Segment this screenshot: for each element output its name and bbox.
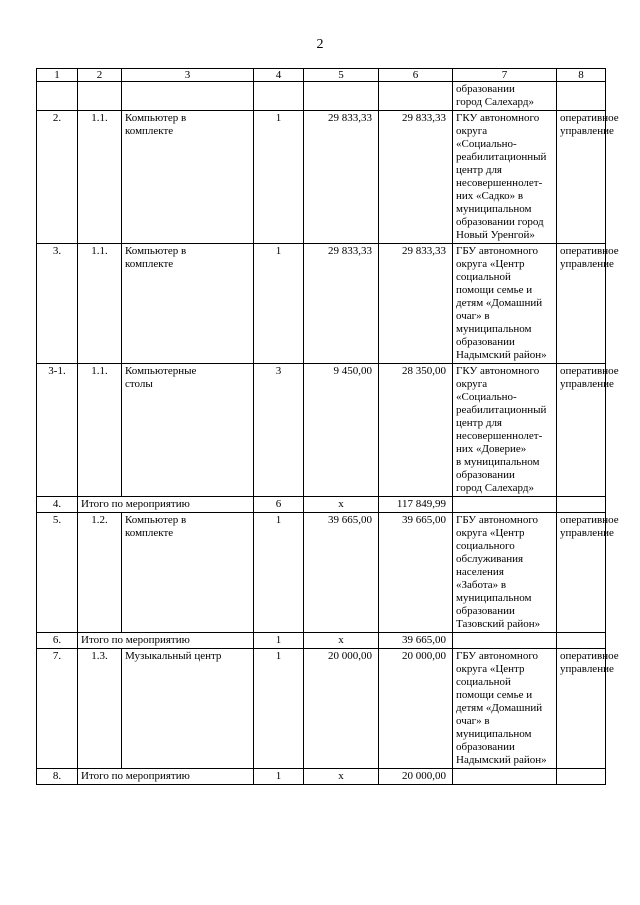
item-name-line: Компьютерные [125,365,197,377]
sum-cell-line: 39 665,00 [402,634,446,646]
right-cell-line: управление [560,378,614,390]
item-name-line: комплекте [125,527,174,539]
holder-cell-line: округа [456,378,488,390]
row-number-line: 5. [52,514,62,526]
holder-cell-line: помощи семье и [456,689,533,701]
holder-cell-line: образовании [456,336,515,348]
table-row [37,111,606,244]
holder-cell-line: муниципальном [456,203,532,215]
right-cell [557,82,606,111]
holder-cell [453,111,557,244]
holder-cell-line: округа «Центр [456,258,525,270]
price-cell [304,364,379,497]
quantity-cell [254,513,304,633]
right-cell [557,111,619,244]
measure-number-line: 1.2. [91,514,108,526]
header-cell: 5 [304,69,379,82]
holder-cell-line: округа «Центр [456,663,525,675]
holder-cell-line: Надымский район» [456,349,547,361]
price-cell-line: 20 000,00 [328,650,372,662]
sum-cell-line: 20 000,00 [402,650,446,662]
measure-number-line: 1.1. [91,245,108,257]
row-number-line: 3-1. [48,365,66,377]
item-name [122,649,254,769]
table-row [37,364,606,497]
holder-cell-line: помощи семье и [456,284,533,296]
measure-number [78,82,122,111]
quantity-cell [254,111,304,244]
total-label-line: Итого по мероприятию [81,770,190,782]
right-cell-line: управление [560,663,614,675]
row-number-line: 3. [52,245,62,257]
header-cell: 4 [254,69,304,82]
item-name [122,244,254,364]
holder-cell-line: очаг» в [456,715,490,727]
quantity-cell [254,244,304,364]
header-cell: 3 [122,69,254,82]
right-cell-line: оперативное [560,650,619,662]
price-cell [304,513,379,633]
holder-cell-line: муниципальном [456,323,532,335]
right-cell [557,497,606,513]
holder-cell-line: Тазовский район» [456,618,541,630]
item-name [122,513,254,633]
holder-cell-line: центр для [456,417,502,429]
price-cell [304,497,379,513]
row-number [37,513,78,633]
row-number [37,649,78,769]
quantity-cell [254,633,304,649]
quantity-cell-line: 6 [275,498,282,510]
holder-cell-line: ГБУ автономного [456,650,539,662]
sum-cell-line: 28 350,00 [402,365,446,377]
holder-cell-line: несовершеннолет- [456,177,543,189]
right-cell-line: оперативное [560,245,619,257]
holder-cell-line: округа «Центр [456,527,525,539]
holder-cell [453,649,557,769]
right-cell-line: оперативное [560,112,619,124]
total-row [37,633,606,649]
holder-cell-line: муниципальном [456,592,532,604]
quantity-cell-line: 1 [275,514,282,526]
holder-cell-line: детям «Домашний [456,297,543,309]
holder-cell-line: социального [456,540,515,552]
header-cell: 6 [379,69,453,82]
sum-cell-line: 29 833,33 [402,112,446,124]
holder-cell-line: Новый Уренгой» [456,229,535,241]
right-cell [557,633,606,649]
measure-number-line: 1.1. [91,112,108,124]
row-number [37,244,78,364]
price-cell-line: 29 833,33 [328,245,372,257]
right-cell-line: управление [560,527,614,539]
quantity-cell-line: 1 [275,245,282,257]
sum-cell [379,769,453,785]
total-label-line: Итого по мероприятию [81,498,190,510]
holder-cell-line: город Салехард» [456,96,534,108]
holder-cell-line: реабилитационный [456,404,547,416]
header-cell: 2 [78,69,122,82]
right-cell [557,244,619,364]
item-name-line: комплекте [125,258,174,270]
sum-cell [379,111,453,244]
row-number-line: 8. [52,770,62,782]
price-cell [304,769,379,785]
quantity-cell [254,497,304,513]
total-row [37,769,606,785]
holder-cell-line: социальной [456,271,511,283]
sum-cell [379,649,453,769]
holder-cell-line: них «Доверие» [456,443,527,455]
price-cell [304,649,379,769]
holder-cell-line: город Салехард» [456,482,534,494]
table-row [37,513,606,633]
holder-cell-line: населения [456,566,504,578]
right-cell-line: оперативное [560,514,619,526]
allocation-table [36,68,619,785]
sum-cell-line: 20 000,00 [402,770,446,782]
holder-cell-line: них «Садко» в [456,190,524,202]
holder-cell-line: ГКУ автономного [456,365,540,377]
holder-cell [453,633,557,649]
holder-cell-line: «Социально- [456,391,517,403]
table-row [37,649,606,769]
row-number-line: 4. [52,498,62,510]
item-name-line: Музыкальный центр [125,650,222,662]
sum-cell [379,633,453,649]
price-cell [304,82,379,111]
row-number-line: 2. [52,112,62,124]
holder-cell [453,769,557,785]
right-cell [557,769,606,785]
item-name-line: Компьютер в [125,514,187,526]
measure-number-line: 1.1. [91,365,108,377]
right-cell [557,649,619,769]
item-name-line: Компьютер в [125,112,187,124]
header-cell: 1 [37,69,78,82]
holder-cell [453,364,557,497]
holder-cell-line: социальной [456,676,511,688]
holder-cell-line: ГБУ автономного [456,514,539,526]
header-row [37,69,606,82]
holder-cell-line: обслуживания [456,553,524,565]
right-cell-line: управление [560,258,614,270]
holder-cell-line: детям «Домашний [456,702,543,714]
holder-cell [453,497,557,513]
holder-cell [453,82,557,111]
holder-cell-line: ГКУ автономного [456,112,540,124]
measure-number [78,649,122,769]
price-cell-line: 39 665,00 [328,514,372,526]
total-label [78,633,254,649]
table-row [37,82,606,111]
quantity-cell [254,649,304,769]
holder-cell-line: образовании [456,83,515,95]
sum-cell [379,244,453,364]
row-number [37,111,78,244]
price-cell-line: х [338,634,344,646]
holder-cell-line: реабилитационный [456,151,547,163]
measure-number [78,513,122,633]
item-name-line: комплекте [125,125,174,137]
price-cell-line: 29 833,33 [328,112,372,124]
sum-cell [379,513,453,633]
item-name-line: столы [125,378,153,390]
holder-cell [453,513,557,633]
sum-cell-line: 29 833,33 [402,245,446,257]
right-cell [557,513,619,633]
item-name [122,364,254,497]
total-label [78,769,254,785]
quantity-cell-line: 3 [275,365,282,377]
price-cell-line: х [338,770,344,782]
holder-cell [453,244,557,364]
total-label [78,497,254,513]
holder-cell-line: образовании [456,741,515,753]
holder-cell-line: образовании город [456,216,544,228]
item-name [122,111,254,244]
item-name-line: Компьютер в [125,245,187,257]
quantity-cell-line: 1 [275,650,282,662]
measure-number [78,111,122,244]
total-row [37,497,606,513]
row-number-line: 7. [52,650,62,662]
holder-cell-line: Надымский район» [456,754,547,766]
holder-cell-line: «Забота» в [456,579,507,591]
right-cell [557,364,619,497]
price-cell-line: х [338,498,344,510]
holder-cell-line: округа [456,125,488,137]
measure-number [78,244,122,364]
quantity-cell [254,769,304,785]
price-cell [304,111,379,244]
page-number: 2 [316,37,324,52]
holder-cell-line: ГБУ автономного [456,245,539,257]
measure-number-line: 1.3. [91,650,108,662]
price-cell [304,244,379,364]
measure-number [78,364,122,497]
quantity-cell-line: 1 [275,770,282,782]
row-number [37,769,78,785]
sum-cell [379,497,453,513]
row-number [37,364,78,497]
price-cell [304,633,379,649]
table-row [37,244,606,364]
holder-cell-line: «Социально- [456,138,517,150]
row-number [37,82,78,111]
holder-cell-line: несовершеннолет- [456,430,543,442]
quantity-cell [254,82,304,111]
row-number [37,497,78,513]
sum-cell [379,364,453,497]
total-label-line: Итого по мероприятию [81,634,190,646]
header-cell: 7 [453,69,557,82]
header-cell: 8 [557,69,606,82]
holder-cell-line: образовании [456,605,515,617]
quantity-cell-line: 1 [275,112,282,124]
holder-cell-line: муниципальном [456,728,532,740]
holder-cell-line: образовании [456,469,515,481]
right-cell-line: управление [560,125,614,137]
item-name [122,82,254,111]
sum-cell [379,82,453,111]
sum-cell-line: 39 665,00 [402,514,446,526]
sum-cell-line: 117 849,99 [396,498,446,510]
row-number [37,633,78,649]
holder-cell-line: центр для [456,164,502,176]
row-number-line: 6. [52,634,62,646]
quantity-cell [254,364,304,497]
holder-cell-line: очаг» в [456,310,490,322]
price-cell-line: 9 450,00 [333,365,372,377]
holder-cell-line: в муниципальном [456,456,540,468]
quantity-cell-line: 1 [275,634,282,646]
right-cell-line: оперативное [560,365,619,377]
